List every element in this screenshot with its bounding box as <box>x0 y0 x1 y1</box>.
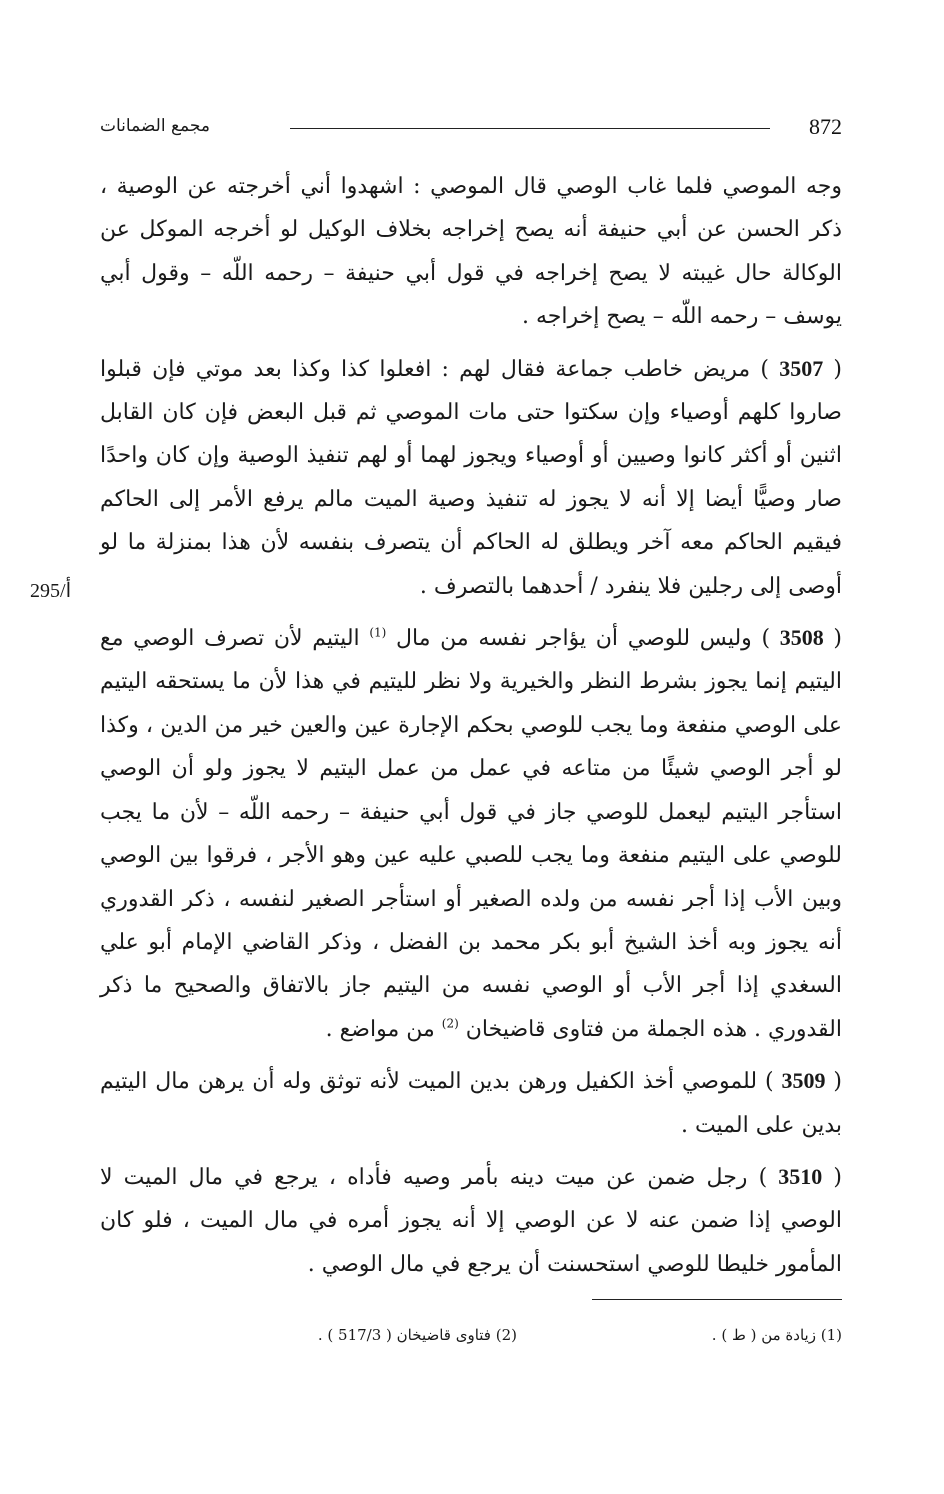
paren-open: ( <box>822 1164 842 1190</box>
paragraph-number: 3508 <box>779 625 824 651</box>
footnote-ref-1[interactable]: (1) <box>369 625 387 640</box>
main-text <box>100 165 842 1294</box>
paren-open: ( <box>823 626 842 652</box>
paragraph-text: ) مريض خاطب جماعة فقال لهم : افعلوا كذا وكذا بعد موتي فإن قبلوا صاروا كلهم أوصياء وإن سكتوا حتى مات الموصي ثم قبل البعض فإن كان القابل اثنين أو أكثر كانوا وصيين أو أوصياء ويجوز لهما أو لهم تنفيذ الوصية وإن كان واحدًا صار وصيًّا أيضا إلا أنه لا يجوز له تنفيذ وصية الميت مالم يرفع الأمر إلى الحاكم فيقيم الحاكم معه آخر ويطلق له الحاكم أن يتصرف بنفسه لأن هذا بمنزلة ما لو أوصى إلى رجلين فلا ينفرد / أحدهما بالتصرف . <box>100 356 842 599</box>
paragraph-number: 3510 <box>778 1163 823 1189</box>
page-header <box>100 112 842 146</box>
margin-folio-note: 295/أ <box>30 580 72 602</box>
paren-open: ( <box>825 1069 842 1095</box>
paragraph-number: 3509 <box>781 1068 826 1094</box>
footnote-2: (2) فتاوى قاضيخان ( 517/3 ) . <box>317 1326 517 1344</box>
paragraph-3508 <box>100 616 842 1051</box>
paragraph <box>100 165 842 339</box>
page-number: 872 <box>809 114 842 139</box>
header-rule <box>290 128 770 129</box>
book-title: مجمع الضمانات <box>100 116 210 136</box>
paragraph-text: ) للموصي أخذ الكفيل ورهن بدين الميت لأنه توثق وله أن يرهن مال اليتيم بدين على الميت . <box>100 1069 842 1138</box>
paragraph-number: 3507 <box>779 355 824 381</box>
paragraph-text: من مواضع . <box>325 1016 442 1042</box>
footnote-ref-2[interactable]: (2) <box>441 1016 459 1031</box>
paragraph-text: اليتيم لأن تصرف الوصي مع اليتيم إنما يجوز بشرط النظر والخيرية ولا نظر لليتيم في هذا لأن ما يستحقه اليتيم على الوصي منفعة وما يجب للوصي بحكم الإجارة عين والعين خير من الدين ، وكذا لو أجر الوصي شيئًا من متاعه في عمل من عمل اليتيم لا يجوز ولو أن الوصي استأجر اليتيم ليعمل للوصي جاز في قول أبي حنيفة – رحمه اللّه – لأن ما يجب للوصي على اليتيم منفعة وما يجب للصبي عليه عين وهو الأجر ، فرقوا بين الوصي وبين الأب إذا أجر نفسه من ولده الصغير أو استأجر الصغير لنفسه ، ذكر القدوري أنه يجوز وبه أخذ الشيخ أبو بكر محمد بن الفضل ، وذكر القاضي الإمام أبو علي السغدي إذا أجر الأب أو الوصي نفسه من اليتيم جاز بالاتفاق والصحيح ما ذكر القدوري . هذه الجملة من فتاوى قاضيخان <box>100 626 843 1042</box>
paragraph-3507 <box>100 347 842 608</box>
paragraph-3510 <box>100 1155 842 1286</box>
paragraph-text: ) رجل ضمن عن ميت دينه بأمر وصيه فأداه ، يرجع في مال الميت لا الوصي إذا ضمن عنه لا عن الوصي إلا أنه يجوز أمره في مال الميت ، فلو كان المأمور خليطا للوصي استحسنت أن يرجع في مال الوصي . <box>100 1164 842 1277</box>
footnote-1: (1) زيادة من ( ط ) . <box>711 1326 842 1344</box>
paragraph-text: وجه الموصي فلما غاب الوصي قال الموصي : اشهدوا أني أخرجته عن الوصية ، ذكر الحسن عن أبي حنيفة أنه يصح إخراجه بخلاف الوكيل لو أخرجه الموكل عن الوكالة حال غيبته لا يصح إخراجه في قول أبي حنيفة – رحمه اللّه – وقول أبي يوسف – رحمه اللّه – يصح إخراجه . <box>100 174 842 330</box>
paragraph-text: ) وليس للوصي أن يؤاجر نفسه من مال <box>386 626 780 652</box>
footnote-rule <box>592 1299 842 1300</box>
paragraph-3509 <box>100 1059 842 1147</box>
paren-open: ( <box>823 356 842 382</box>
